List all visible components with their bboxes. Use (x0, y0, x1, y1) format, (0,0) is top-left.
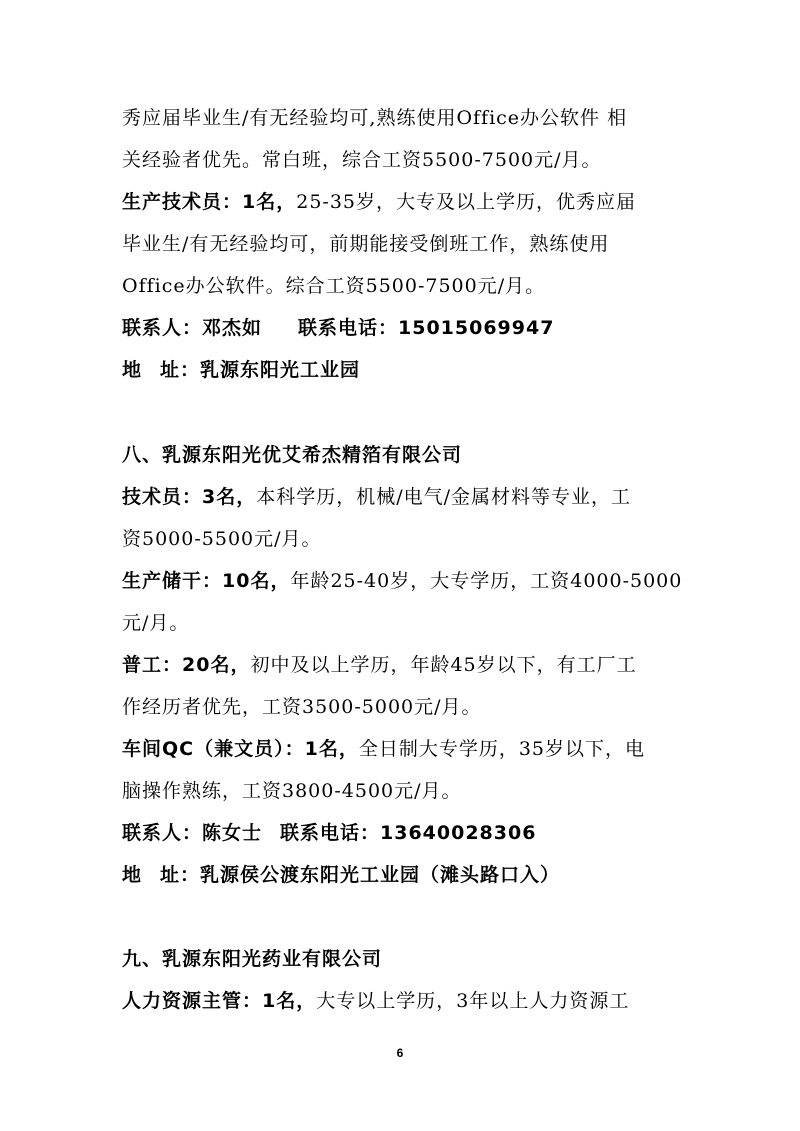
text-line (122, 101, 627, 135)
text-line-content: 毕业生/有无经验均可，前期能接受倒班工作，熟练使用 (122, 233, 610, 255)
job-line-production-reserve (122, 564, 682, 598)
contact-phone: 联系电话：13640028306 (280, 822, 537, 844)
text-line-content: 关经验者优先。常白班，综合工资5500-7500元/月。 (122, 149, 602, 171)
job-description: 年龄25-40岁，大专学历，工资4000-5000 (290, 570, 683, 592)
job-line-technician (122, 480, 631, 514)
job-description-cont: 资5000-5500元/月。 (122, 528, 322, 550)
job-description-cont: 脑操作熟练，工资3800-4500元/月。 (122, 780, 462, 802)
job-description: 大专以上学历，3年以上人力资源工 (316, 990, 630, 1012)
text-line-content: Office办公软件。综合工资5500-7500元/月。 (122, 275, 546, 297)
address-text: 址：乳源侯公渡东阳光工业园（滩头路口入） (160, 864, 561, 886)
job-label: 生产储干：10名， (122, 570, 291, 592)
job-label: 技术员：3名， (122, 486, 257, 508)
address-line (122, 353, 360, 387)
text-line (122, 143, 602, 177)
contact-person: 联系人：陈女士 (122, 822, 263, 844)
contact-person: 联系人：邓杰如 (122, 317, 263, 339)
job-line-hr-supervisor (122, 984, 629, 1018)
address-text: 址：乳源东阳光工业园 (160, 359, 361, 381)
job-description: 25-35岁，大专及以上学历，优秀应届 (296, 191, 637, 213)
section-heading-text: 九、乳源东阳光药业有限公司 (122, 948, 383, 970)
job-line-production-technician (122, 185, 636, 219)
address-line (122, 858, 560, 892)
job-label: 生产技术员：1名， (122, 191, 297, 213)
text-line (122, 690, 482, 724)
text-line-content: 秀应届毕业生/有无经验均可,熟练使用Office办公软件 相 (122, 107, 628, 129)
section-heading (122, 438, 462, 472)
job-label: 普工：20名， (122, 654, 251, 676)
job-description: 全日制大专学历，35岁以下，电 (358, 738, 646, 760)
text-line (122, 269, 545, 303)
job-label: 人力资源主管：1名， (122, 990, 317, 1012)
text-line (122, 774, 462, 808)
job-description-cont: 元/月。 (122, 612, 190, 634)
job-line-workshop-qc (122, 732, 645, 766)
contact-line (122, 816, 536, 850)
contact-phone: 联系电话：15015069947 (298, 317, 555, 339)
job-description: 本科学历，机械/电气/金属材料等专业，工 (256, 486, 632, 508)
contact-line (122, 311, 554, 345)
text-line (122, 522, 322, 556)
job-description: 初中及以上学历，年龄45岁以下，有工厂工 (250, 654, 637, 676)
job-description-cont: 作经历者优先，工资3500-5000元/月。 (122, 696, 482, 718)
job-line-general-worker (122, 648, 637, 682)
text-line (122, 606, 189, 640)
job-label: 车间QC（兼文员）：1名， (122, 738, 359, 760)
address-label: 地 (122, 359, 143, 381)
section-heading (122, 942, 382, 976)
text-line (122, 227, 609, 261)
page-number: 6 (396, 1046, 404, 1060)
address-label: 地 (122, 864, 143, 886)
section-heading-text: 八、乳源东阳光优艾希杰精箔有限公司 (122, 444, 463, 466)
